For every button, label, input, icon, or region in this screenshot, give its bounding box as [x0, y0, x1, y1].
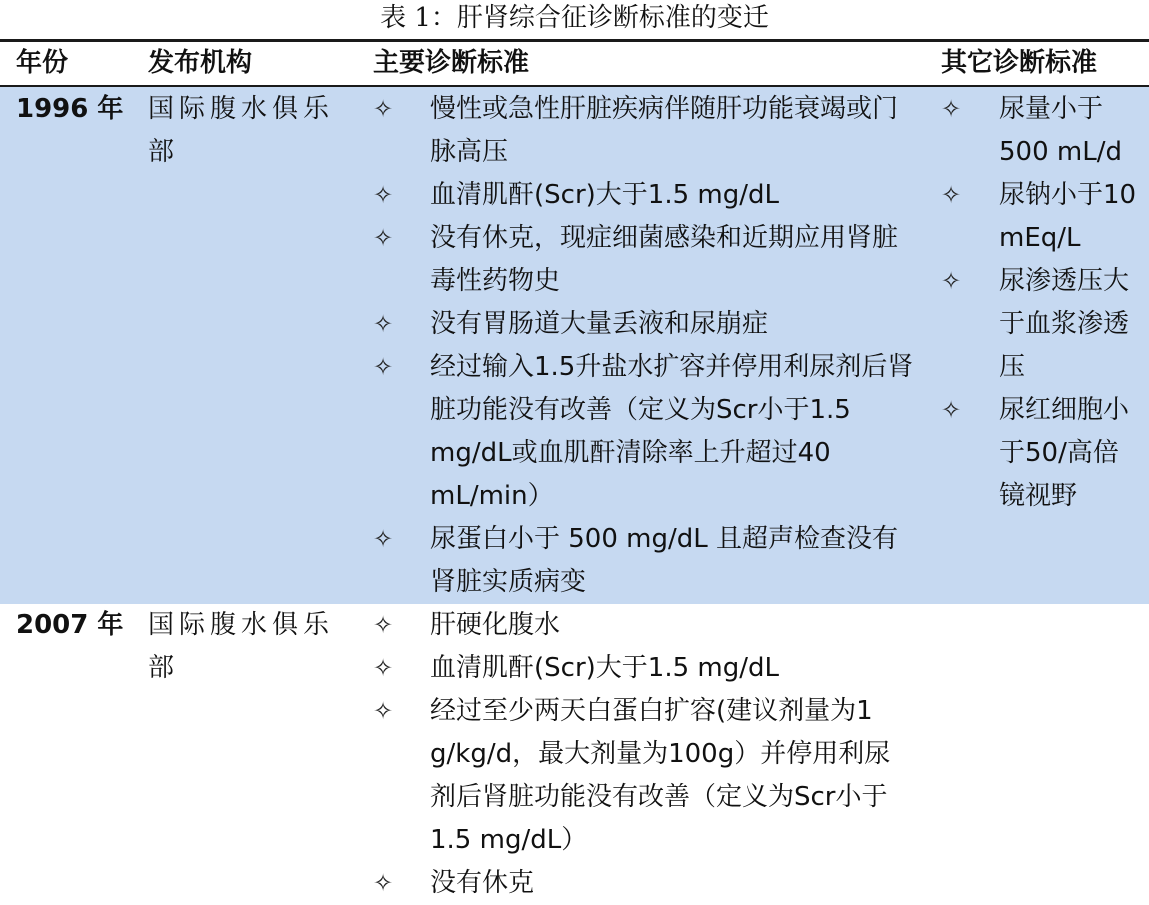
- main-criterion: 没有胃肠道大量丢液和尿崩症: [430, 309, 769, 339]
- row-org: 国际腹水俱乐部: [148, 94, 335, 167]
- bullet-icon: ✧: [373, 869, 394, 897]
- bullet-icon: ✧: [373, 353, 394, 381]
- bullet-icon: ✧: [941, 181, 962, 209]
- other-criterion: 尿红细胞小于50/高倍镜视野: [999, 395, 1130, 511]
- table-caption: 表 1：肝肾综合征诊断标准的变迁: [380, 3, 769, 33]
- main-criterion: 血清肌酐(Scr)大于1.5 mg/dL: [430, 653, 779, 683]
- main-criterion: 没有休克，现症细菌感染和近期应用肾脏毒性药物史: [430, 223, 899, 296]
- header-main-criteria: 主要诊断标准: [373, 48, 530, 78]
- table-header: [0, 41, 1149, 85]
- table-row: [0, 604, 1149, 901]
- main-criterion: 没有休克: [430, 868, 535, 898]
- main-criterion: 血清肌酐(Scr)大于1.5 mg/dL: [430, 180, 779, 210]
- bullet-icon: ✧: [941, 396, 962, 424]
- main-criterion: 经过输入1.5升盐水扩容并停用利尿剂后肾脏功能没有改善（定义为Scr小于1.5 mg/dL或血肌酐清除率上升超过40 mL/min）: [430, 352, 914, 511]
- other-criterion: 尿钠小于10 mEq/L: [999, 180, 1137, 253]
- bullet-icon: ✧: [373, 654, 394, 682]
- main-criterion: 经过至少两天白蛋白扩容(建议剂量为1 g/kg/d，最大剂量为100g）并停用利尿剂后肾脏功能没有改善（定义为Scr小于1.5 mg/dL）: [430, 696, 891, 855]
- bullet-icon: ✧: [373, 525, 394, 553]
- bullet-icon: ✧: [373, 310, 394, 338]
- main-criterion: 肝硬化腹水: [430, 610, 561, 640]
- header-org: 发布机构: [148, 48, 253, 78]
- bullet-icon: ✧: [373, 697, 394, 725]
- other-criterion: 尿渗透压大于血浆渗透压: [999, 266, 1130, 382]
- bullet-icon: ✧: [373, 224, 394, 252]
- main-criterion: 尿蛋白小于 500 mg/dL 且超声检查没有肾脏实质病变: [430, 524, 899, 597]
- header-year: 年份: [16, 48, 69, 78]
- bullet-icon: ✧: [941, 267, 962, 295]
- bullet-icon: ✧: [941, 95, 962, 123]
- row-year: 1996 年: [16, 94, 124, 124]
- main-criterion: 慢性或急性肝脏疾病伴随肝功能衰竭或门脉高压: [430, 94, 899, 167]
- row-org: 国际腹水俱乐部: [148, 610, 335, 683]
- bullet-icon: ✧: [373, 181, 394, 209]
- table-row: [0, 87, 1149, 604]
- row-year: 2007 年: [16, 610, 124, 640]
- other-criterion: 尿量小于500 mL/d: [999, 94, 1122, 167]
- bullet-icon: ✧: [373, 611, 394, 639]
- bullet-icon: ✧: [373, 95, 394, 123]
- header-other-criteria: 其它诊断标准: [941, 48, 1098, 78]
